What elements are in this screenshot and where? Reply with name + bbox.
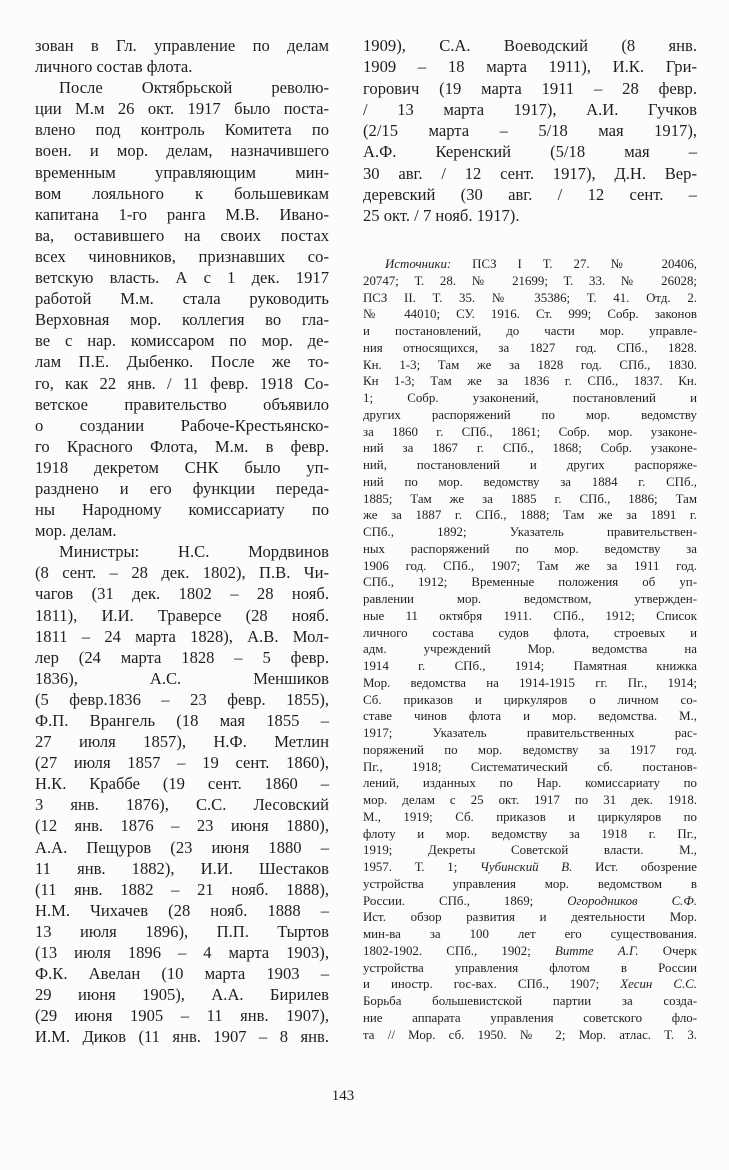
text-line: всех чиновников, признавших со- — [35, 246, 329, 266]
text-line: 1836), А.С. Меншиков — [35, 668, 329, 688]
text-line: ных распоряжений по мор. ведомству за — [363, 541, 697, 556]
text-line: воен. и мор. делам, назначившего — [35, 141, 329, 161]
text-line: мор. делам с 25 окт. 1917 по 31 дек. 1918. — [363, 793, 697, 807]
text-line: и постановлений, до части мор. управле- — [363, 324, 697, 338]
text-line: СПб., 1912; Временные положения об уп- — [363, 575, 697, 590]
text-line: 29 июня 1905), А.А. Бирилев — [35, 985, 329, 1005]
italic-author-segment: Огородников С.Ф. — [567, 893, 697, 908]
text-line: ставе чинов флота и мор. ведомства. М., — [363, 709, 697, 724]
text-line: временным управляющим мин- — [35, 162, 329, 182]
text-line: равлении мор. ведомством, утвержден- — [363, 592, 697, 606]
text-segment: Очерк — [638, 943, 697, 958]
text-line: 3 янв. 1876), С.С. Лесовский — [35, 795, 329, 815]
text-line: 1885; Там же за 1885 г. СПб., 1886; Там — [363, 491, 697, 506]
text-segment: 1957. Т. 1; — [363, 860, 481, 874]
text-line: о создании Рабоче-Крестьянско- — [35, 415, 329, 435]
text-line: 1914 г. СПб., 1914; Памятная книжка — [363, 659, 697, 673]
text-line: Ф.П. Врангель (18 мая 1855 – — [35, 711, 329, 730]
text-line: Министры: Н.С. Мордвинов — [59, 542, 329, 562]
text-line: чагов (31 дек. 1802 – 28 нояб. — [35, 584, 329, 604]
text-line — [363, 976, 697, 993]
text-line: та // Мор. сб. 1950. № 2; Мор. атлас. Т. 3. — [363, 1027, 697, 1042]
text-line: лер (24 марта 1828 – 5 февр. — [35, 647, 329, 667]
text-line: мин-ва за 100 лет его существования. — [363, 927, 697, 941]
text-line: Верховная мор. коллегия во гла- — [35, 310, 329, 330]
text-line: Кн. 1-3; Там же за 1828 год. СПб., 1830. — [363, 357, 697, 372]
text-line: А.А. Пещуров (23 июня 1880 – — [35, 837, 329, 857]
text-line: 1906 год. СПб., 1907; Там же за 1911 год. — [363, 558, 697, 573]
text-line: работой М.м. стала руководить — [35, 289, 329, 309]
text-line: за 1860 г. СПб., 1861; Собр. мор. узаконе- — [363, 424, 697, 439]
text-line: 1811), И.И. Траверсе (28 нояб. — [35, 605, 329, 625]
text-line: 1909), С.А. Воеводский (8 янв. — [363, 36, 697, 55]
text-line: (29 июня 1905 – 11 янв. 1907), — [35, 1006, 329, 1026]
text-line: (8 сент. – 28 дек. 1802), П.В. Чи- — [35, 563, 329, 583]
text-line: 1917; Указатель правительственных рас- — [363, 726, 697, 740]
text-line: 20747; Т. 28. № 21699; Т. 33. № 26028; — [363, 273, 697, 288]
text-segment: ПСЗ I Т. 27. № 20406, — [451, 257, 697, 271]
italic-author-segment: Витте А.Г. — [554, 943, 639, 958]
text-line: 27 июля 1857), Н.Ф. Метлин — [35, 732, 329, 752]
text-line: № 44010; СУ. 1916. Ст. 999; Собр. законов — [363, 307, 697, 322]
text-line: (11 янв. 1882 – 21 нояб. 1888), — [35, 879, 329, 899]
text-segment: России. СПб., 1869; — [363, 893, 568, 908]
text-line: адм. учреждений Мор. ведомства на — [363, 642, 697, 657]
text-line: М., 1919; Сб. приказов и циркуляров по — [363, 809, 697, 824]
text-line: ния относящихся, за 1827 год. СПб., 1828. — [363, 340, 697, 355]
left-column — [35, 35, 329, 1048]
text-line: капитана 1-го ранга М.В. Ивано- — [35, 204, 329, 224]
text-line: А.Ф. Керенский (5/18 мая – — [363, 142, 697, 162]
text-line: (2/15 марта – 5/18 мая 1917), — [363, 121, 697, 141]
text-line: После Октябрьской револю- — [59, 78, 329, 98]
text-line: ветскую власть. А с 1 дек. 1917 — [35, 268, 329, 288]
text-line: лам П.Е. Дыбенко. После же то- — [35, 352, 329, 372]
text-line: влено под контроль Комитета по — [35, 120, 329, 140]
text-line: устройства управления мор. ведомством в — [363, 876, 697, 891]
text-line: Ф.К. Авелан (10 марта 1903 – — [35, 964, 329, 984]
text-line: Борьба большевистской партии за созда- — [363, 994, 697, 1008]
text-line — [363, 943, 697, 960]
text-line: 25 окт. / 7 нояб. 1917). — [363, 206, 520, 226]
text-line: поряжений по мор. ведомству за 1917 год. — [363, 742, 697, 757]
italic-author-segment: Источники: — [385, 257, 452, 271]
text-line: (12 янв. 1876 – 23 июня 1880), — [35, 816, 329, 836]
text-line: личного состав флота. — [35, 57, 193, 77]
text-segment: 1802-1902. СПб., 1902; — [363, 943, 555, 958]
text-line: зован в Гл. управление по делам — [35, 36, 329, 55]
text-line: Н.К. Краббе (19 сент. 1860 – — [35, 774, 329, 794]
text-line: ние аппарата управления советского фло- — [363, 1010, 697, 1025]
text-line: ветское правительство объявило — [35, 394, 329, 414]
text-line: 1; Собр. узаконений, постановлений и — [363, 391, 697, 405]
text-line: мор. делам. — [35, 521, 117, 541]
text-line: вом лояльного к большевикам — [35, 183, 329, 203]
text-line: ции М.м 26 окт. 1917 было поста- — [35, 99, 329, 119]
text-line: Мор. ведомства на 1914-1915 гг. Пг., 1914; — [363, 675, 697, 690]
text-line: го, как 22 янв. / 11 февр. 1918 Со- — [35, 373, 329, 393]
italic-author-segment: Чубинский В. — [480, 860, 573, 874]
text-line: 30 авг. / 12 сент. 1917), Д.Н. Вер- — [363, 163, 697, 183]
text-line: же за 1887 г. СПб., 1888; Там же за 1891 г. — [363, 508, 697, 523]
text-line: деревский (30 авг. / 12 сент. – — [363, 185, 697, 205]
text-line: флоту и мор. ведомству за 1918 г. Пг., — [363, 826, 697, 841]
text-line: 13 июля 1896), П.П. Тыртов — [35, 921, 329, 941]
text-line: (13 июля 1896 – 4 марта 1903), — [35, 943, 329, 963]
text-line: го Красного Флота, М.м. в февр. — [35, 436, 329, 456]
text-line: ний, постановлений и других распоряже- — [363, 458, 697, 472]
text-line — [363, 859, 697, 876]
text-line — [363, 256, 697, 273]
text-line: / 13 марта 1917), А.И. Гучков — [363, 99, 697, 119]
text-line: ний по мор. ведомству за 1884 г. СПб., — [363, 474, 697, 489]
text-line: разднено и его функции переда- — [35, 478, 329, 498]
text-line: СПб., 1892; Указатель правительствен- — [363, 525, 697, 539]
text-line: устройства управления флотом в России — [363, 960, 697, 975]
text-line: Пг., 1918; Систематический сб. постанов- — [363, 759, 697, 774]
right-column-ministers — [363, 35, 697, 227]
text-line — [363, 893, 697, 910]
text-line: 1811 – 24 марта 1828), А.В. Мол- — [35, 626, 329, 646]
text-line: других распоряжений по мор. ведомству — [363, 407, 697, 422]
text-line: Ист. обзор развития и деятельности Мор. — [363, 910, 697, 925]
text-line: 1909 – 18 марта 1911), И.К. Гри- — [363, 57, 697, 77]
text-line: И.М. Диков (11 янв. 1907 – 8 янв. — [35, 1027, 329, 1047]
text-line: горович (19 марта 1911 – 28 февр. — [363, 78, 697, 98]
text-line: (27 июля 1857 – 19 сент. 1860), — [35, 753, 329, 773]
text-line: 1919; Декреты Советской власти. М., — [363, 843, 697, 858]
text-line: ний за 1867 г. СПб., 1868; Собр. узаконе- — [363, 441, 697, 456]
text-line: ны Народному комиссариату по — [35, 500, 329, 520]
text-line: лений, изданных по Нар. комиссариату по — [363, 776, 697, 791]
text-line: ве с нар. комиссаром по мор. де- — [35, 331, 329, 351]
text-line: 1918 декретом СНК было уп- — [35, 457, 329, 477]
text-line: личного состава судов флота, строевых и — [363, 625, 697, 640]
sources-block — [363, 256, 697, 1043]
page-number: 143 — [331, 1088, 355, 1104]
text-segment: Ист. обозрение — [572, 860, 697, 874]
italic-author-segment: Хесин С.С. — [620, 977, 697, 992]
text-segment: и иностр. гос-вах. СПб., 1907; — [363, 977, 621, 992]
text-line: Кн 1-3; Там же за 1836 г. СПб., 1837. Кн. — [363, 374, 697, 389]
text-line: ва, оставившего на своих постах — [35, 225, 329, 245]
text-line: 11 янв. 1882), И.И. Шестаков — [35, 858, 329, 878]
text-line: (5 февр.1836 – 23 февр. 1855), — [35, 689, 329, 709]
text-line: ные 11 октября 1911. СПб., 1912; Список — [363, 608, 697, 623]
text-line: Н.М. Чихачев (28 нояб. 1888 – — [35, 900, 329, 920]
text-line: ПСЗ II. Т. 35. № 35386; Т. 41. Отд. 2. — [363, 290, 697, 305]
text-line: Сб. приказов и циркуляров о личном со- — [363, 692, 697, 707]
